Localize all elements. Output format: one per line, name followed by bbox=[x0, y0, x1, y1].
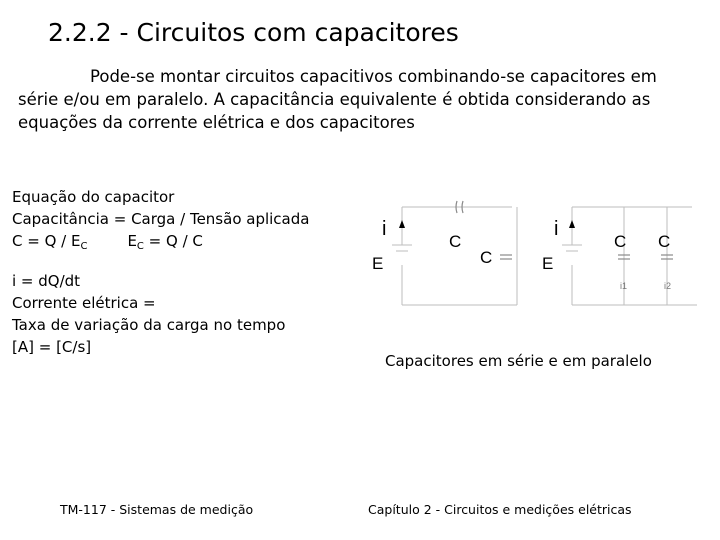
current-definition-1: Corrente elétrica = bbox=[12, 294, 156, 312]
intro-paragraph bbox=[18, 65, 708, 134]
formula-ec-rest: = Q / C bbox=[143, 232, 203, 250]
formula-c: C = Q / E bbox=[12, 232, 81, 250]
series-cap2-label: C bbox=[480, 248, 493, 267]
series-cap1-label: C bbox=[449, 232, 462, 251]
parallel-current-label: i bbox=[554, 218, 559, 240]
intro-line-3: equações da corrente elétrica e dos capacitores bbox=[18, 113, 415, 132]
parallel-cap2-label: C bbox=[658, 232, 671, 251]
formula-ec: E bbox=[127, 232, 137, 250]
series-source-label: E bbox=[372, 254, 384, 273]
intro-line-2: série e/ou em paralelo. A capacitância equivalente é obtida considerando as bbox=[18, 90, 651, 109]
current-definition-2: Taxa de variação da carga no tempo bbox=[12, 316, 286, 334]
parallel-i2-label: i2 bbox=[664, 281, 672, 291]
current-units: [A] = [C/s] bbox=[12, 338, 92, 356]
capacitor-formulas bbox=[12, 230, 309, 258]
footer-course: TM-117 - Sistemas de medição bbox=[60, 502, 254, 517]
current-formula: i = dQ/dt bbox=[12, 272, 81, 290]
parallel-source-label: E bbox=[542, 254, 554, 273]
capacitor-heading: Equação do capacitor bbox=[12, 188, 175, 206]
parallel-i1-label: i1 bbox=[620, 281, 628, 291]
footer-chapter: Capítulo 2 - Circuitos e medições elétricas bbox=[368, 502, 632, 517]
formula-ec-subscript: C bbox=[136, 241, 144, 252]
circuit-diagram bbox=[362, 195, 700, 323]
page-title: 2.2.2 - Circuitos com capacitores bbox=[48, 18, 459, 47]
capacitance-definition: Capacitância = Carga / Tensão aplicada bbox=[12, 210, 310, 228]
intro-line-1: Pode-se montar circuitos capacitivos combinando-se capacitores em bbox=[90, 67, 657, 86]
series-current-label: i bbox=[382, 218, 387, 240]
formula-c-subscript: C bbox=[80, 241, 88, 252]
parallel-cap1-label: C bbox=[614, 232, 627, 251]
diagram-caption: Capacitores em série e em paralelo bbox=[385, 352, 652, 370]
equations-block bbox=[12, 186, 309, 358]
